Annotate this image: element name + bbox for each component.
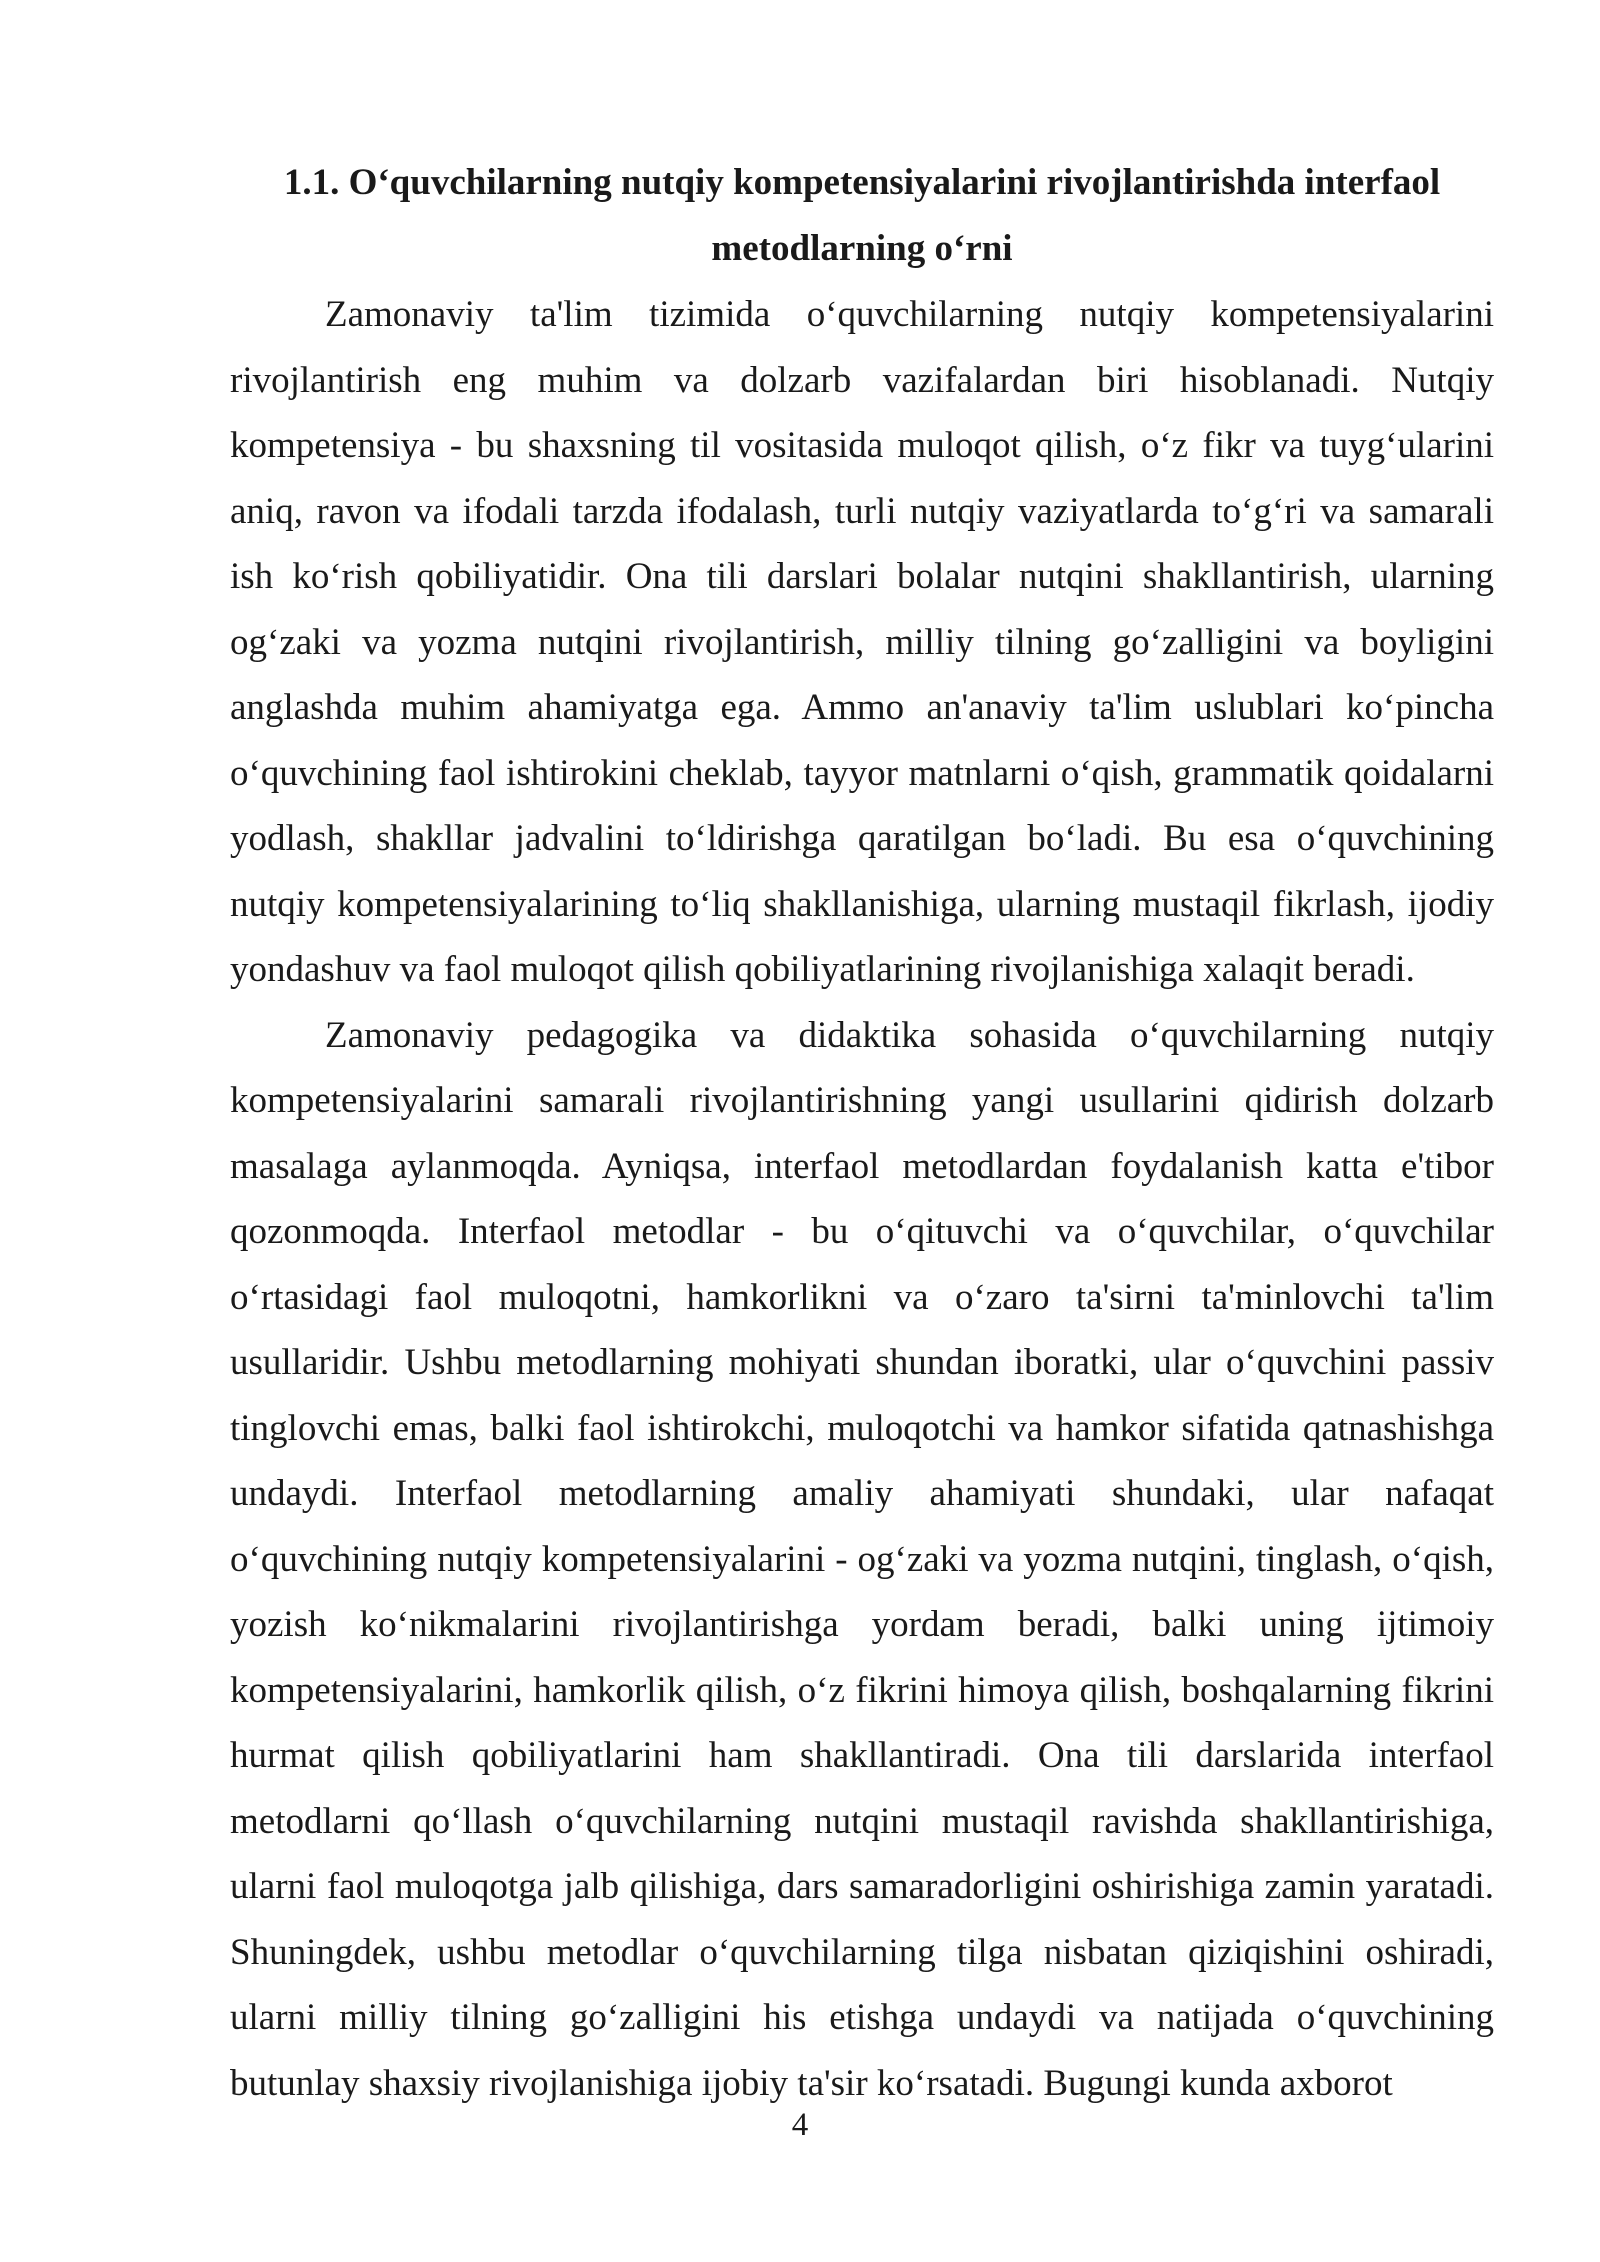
paragraph-1: Zamonaviy ta'lim tizimida o‘quvchilarning nutqiy kompetensiyalarini rivojlantirish eng muhim va dolzarb vazifalardan biri hisoblanadi. Nutqiy kompetensiya - bu shaxsning til vositasida muloqot qilish, o‘z fikr va tuyg‘ularini aniq, ravon va ifodali tarzda ifodalash, turli nutqiy vaziyatlarda to‘g‘ri va samarali ish ko‘rish qobiliyatidir. Ona tili darslari bolalar nutqini shakllantirish, ularning og‘zaki va yozma nutqini rivojlantirish, milliy tilning go‘zalligini va boyligini anglashda muhim ahamiyatga ega. Ammo an'anaviy ta'lim uslublari ko‘pincha o‘quvchining faol ishtirokini cheklab, tayyor matnlarni o‘qish, grammatik qoidalarni yodlash, shakllar jadvalini to‘ldirishga qaratilgan bo‘ladi. Bu esa o‘quvchining nutqiy kompetensiyalarining to‘liq shakllanishiga, ularning mustaqil fikrlash, ijodiy yondashuv va faol muloqot qilish qobiliyatlarining rivojlanishiga xalaqit beradi. — [230, 294, 1494, 990]
paragraph-2: Zamonaviy pedagogika va didaktika sohasida o‘quvchilarning nutqiy kompetensiyalarini samarali rivojlantirishning yangi usullarini qidirish dolzarb masalaga aylanmoqda. Ayniqsa, interfaol metodlardan foydalanish katta e'tibor qozonmoqda. Interfaol metodlar - bu o‘qituvchi va o‘quvchilar, o‘quvchilar o‘rtasidagi faol muloqotni, hamkorlikni va o‘zaro ta'sirni ta'minlovchi ta'lim usullaridir. Ushbu metodlarning mohiyati shundan iboratki, ular o‘quvchini passiv tinglovchi emas, balki faol ishtirokchi, muloqotchi va hamkor sifatida qatnashishga undaydi. Interfaol metodlarning amaliy ahamiyati shundaki, ular nafaqat o‘quvchining nutqiy kompetensiyalarini - og‘zaki va yozma nutqini, tinglash, o‘qish, yozish ko‘nikmalarini rivojlantirishga yordam beradi, balki uning ijtimoiy kompetensiyalarini, hamkorlik qilish, o‘z fikrini himoya qilish, boshqalarning fikrini hurmat qilish qobiliyatlarini ham shakllantiradi. Ona tili darslarida interfaol metodlarni qo‘llash o‘quvchilarning nutqini mustaqil ravishda shakllantirishiga, ularni faol muloqotga jalb qilishiga, dars samaradorligini oshirishiga zamin yaratadi. Shuningdek, ushbu metodlar o‘quvchilarning tilga nisbatan qiziqishini oshiradi, ularni milliy tilning go‘zalligini his etishga undaydi va natijada o‘quvchining butunlay shaxsiy rivojlanishiga ijobiy ta'sir ko‘rsatadi. Bugungi kunda axborot — [230, 1014, 1494, 2104]
section-heading: 1.1. O‘quvchilarning nutqiy kompetensiyalarini rivojlantirishda interfaol metodlarning o‘rni — [283, 162, 1441, 269]
page-number: 4 — [791, 2107, 809, 2143]
page-body — [230, 150, 1494, 2116]
